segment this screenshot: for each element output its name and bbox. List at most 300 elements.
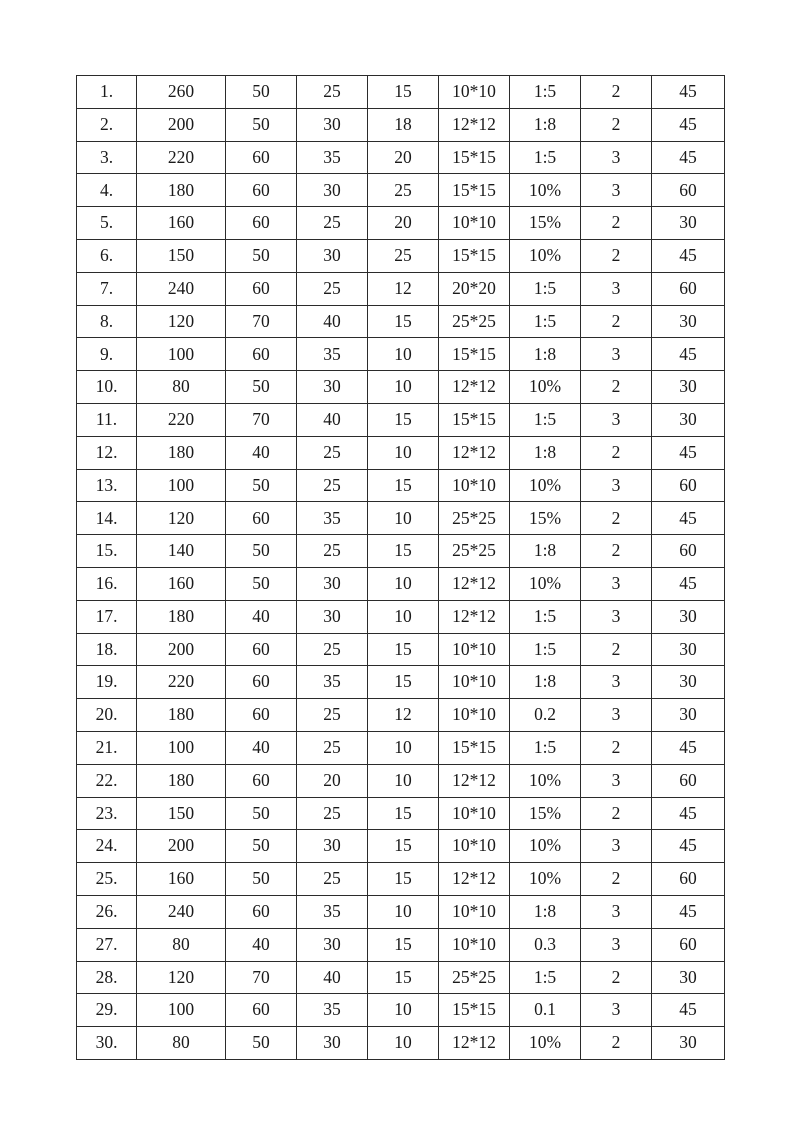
table-cell: 1:5 — [510, 403, 581, 436]
table-cell: 240 — [137, 272, 226, 305]
table-cell: 10*10 — [439, 895, 510, 928]
table-cell: 50 — [226, 567, 297, 600]
row-number-cell: 1. — [77, 76, 137, 109]
table-cell: 45 — [652, 239, 725, 272]
table-cell: 60 — [226, 174, 297, 207]
row-number-cell: 30. — [77, 1027, 137, 1060]
table-cell: 10% — [510, 469, 581, 502]
table-cell: 60 — [226, 502, 297, 535]
table-cell: 10% — [510, 830, 581, 863]
table-cell: 2 — [581, 797, 652, 830]
table-cell: 35 — [297, 994, 368, 1027]
table-cell: 12*12 — [439, 600, 510, 633]
table-cell: 40 — [226, 731, 297, 764]
row-number-cell: 8. — [77, 305, 137, 338]
row-number-cell: 6. — [77, 239, 137, 272]
table-cell: 45 — [652, 76, 725, 109]
table-cell: 15 — [368, 535, 439, 568]
row-number-cell: 14. — [77, 502, 137, 535]
table-cell: 200 — [137, 830, 226, 863]
table-cell: 10*10 — [439, 666, 510, 699]
table-cell: 3 — [581, 895, 652, 928]
table-cell: 12*12 — [439, 863, 510, 896]
table-cell: 25 — [297, 207, 368, 240]
table-cell: 10% — [510, 863, 581, 896]
table-cell: 3 — [581, 403, 652, 436]
table-cell: 35 — [297, 338, 368, 371]
table-cell: 2 — [581, 1027, 652, 1060]
table-cell: 60 — [226, 666, 297, 699]
table-row — [77, 469, 725, 502]
table-cell: 25 — [297, 535, 368, 568]
table-row — [77, 207, 725, 240]
table-row — [77, 272, 725, 305]
row-number-cell: 27. — [77, 928, 137, 961]
row-number-cell: 16. — [77, 567, 137, 600]
table-cell: 2 — [581, 371, 652, 404]
table-cell: 60 — [226, 895, 297, 928]
table-cell: 45 — [652, 994, 725, 1027]
table-cell: 1:5 — [510, 76, 581, 109]
table-cell: 35 — [297, 502, 368, 535]
table-cell: 10*10 — [439, 207, 510, 240]
table-row — [77, 1027, 725, 1060]
table-cell: 30 — [652, 666, 725, 699]
table-cell: 60 — [226, 764, 297, 797]
table-cell: 3 — [581, 600, 652, 633]
table-cell: 10*10 — [439, 797, 510, 830]
table-cell: 3 — [581, 272, 652, 305]
table-row — [77, 108, 725, 141]
row-number-cell: 19. — [77, 666, 137, 699]
table-cell: 45 — [652, 895, 725, 928]
table-cell: 15*15 — [439, 338, 510, 371]
table-cell: 3 — [581, 830, 652, 863]
table-cell: 15 — [368, 633, 439, 666]
table-cell: 1:5 — [510, 141, 581, 174]
table-cell: 60 — [652, 928, 725, 961]
table-cell: 180 — [137, 600, 226, 633]
table-cell: 45 — [652, 338, 725, 371]
table-cell: 12*12 — [439, 371, 510, 404]
row-number-cell: 9. — [77, 338, 137, 371]
table-cell: 150 — [137, 797, 226, 830]
table-cell: 10*10 — [439, 830, 510, 863]
table-cell: 1:5 — [510, 731, 581, 764]
table-cell: 12 — [368, 699, 439, 732]
table-cell: 60 — [226, 141, 297, 174]
table-cell: 3 — [581, 567, 652, 600]
table-row — [77, 174, 725, 207]
table-cell: 3 — [581, 338, 652, 371]
table-cell: 70 — [226, 305, 297, 338]
table-cell: 10*10 — [439, 928, 510, 961]
table-cell: 25*25 — [439, 502, 510, 535]
table-cell: 10 — [368, 600, 439, 633]
table-cell: 25 — [297, 863, 368, 896]
table-cell: 45 — [652, 502, 725, 535]
table-cell: 2 — [581, 207, 652, 240]
table-cell: 2 — [581, 436, 652, 469]
table-cell: 50 — [226, 76, 297, 109]
table-cell: 15 — [368, 797, 439, 830]
table-cell: 60 — [226, 994, 297, 1027]
table-cell: 10*10 — [439, 633, 510, 666]
table-cell: 40 — [297, 961, 368, 994]
table-cell: 2 — [581, 108, 652, 141]
table-cell: 1:5 — [510, 272, 581, 305]
table-row — [77, 699, 725, 732]
table-cell: 3 — [581, 174, 652, 207]
table-cell: 30 — [652, 633, 725, 666]
table-cell: 2 — [581, 863, 652, 896]
table-cell: 30 — [297, 567, 368, 600]
table-cell: 12*12 — [439, 567, 510, 600]
row-number-cell: 24. — [77, 830, 137, 863]
table-cell: 10% — [510, 567, 581, 600]
table-cell: 25*25 — [439, 305, 510, 338]
table-cell: 200 — [137, 108, 226, 141]
row-number-cell: 25. — [77, 863, 137, 896]
table-cell: 10*10 — [439, 699, 510, 732]
table-cell: 180 — [137, 699, 226, 732]
table-cell: 25 — [297, 633, 368, 666]
table-cell: 1:8 — [510, 535, 581, 568]
row-number-cell: 5. — [77, 207, 137, 240]
table-cell: 220 — [137, 666, 226, 699]
table-cell: 60 — [652, 764, 725, 797]
row-number-cell: 11. — [77, 403, 137, 436]
table-cell: 3 — [581, 994, 652, 1027]
table-cell: 30 — [652, 403, 725, 436]
table-cell: 30 — [652, 600, 725, 633]
table-row — [77, 305, 725, 338]
table-cell: 160 — [137, 863, 226, 896]
table-cell: 10 — [368, 436, 439, 469]
table-cell: 220 — [137, 141, 226, 174]
table-cell: 30 — [297, 1027, 368, 1060]
table-cell: 25 — [297, 272, 368, 305]
table-cell: 30 — [652, 699, 725, 732]
table-cell: 220 — [137, 403, 226, 436]
table-cell: 10% — [510, 239, 581, 272]
table-cell: 100 — [137, 469, 226, 502]
table-cell: 120 — [137, 961, 226, 994]
table-cell: 15% — [510, 207, 581, 240]
table-cell: 50 — [226, 863, 297, 896]
table-cell: 10% — [510, 764, 581, 797]
table-cell: 0.3 — [510, 928, 581, 961]
table-cell: 25 — [297, 76, 368, 109]
table-cell: 20 — [297, 764, 368, 797]
row-number-cell: 21. — [77, 731, 137, 764]
table-cell: 10 — [368, 371, 439, 404]
table-cell: 45 — [652, 436, 725, 469]
row-number-cell: 4. — [77, 174, 137, 207]
table-row — [77, 141, 725, 174]
row-number-cell: 18. — [77, 633, 137, 666]
table-cell: 45 — [652, 567, 725, 600]
row-number-cell: 13. — [77, 469, 137, 502]
table-cell: 1:8 — [510, 108, 581, 141]
table-cell: 25 — [368, 239, 439, 272]
row-number-cell: 23. — [77, 797, 137, 830]
table-cell: 10 — [368, 994, 439, 1027]
table-cell: 2 — [581, 961, 652, 994]
table-cell: 30 — [652, 1027, 725, 1060]
table-cell: 30 — [297, 108, 368, 141]
table-cell: 180 — [137, 174, 226, 207]
table-cell: 25*25 — [439, 961, 510, 994]
table-cell: 10 — [368, 567, 439, 600]
table-cell: 10% — [510, 1027, 581, 1060]
table-cell: 10 — [368, 338, 439, 371]
table-row — [77, 928, 725, 961]
table-cell: 60 — [652, 863, 725, 896]
table-cell: 50 — [226, 535, 297, 568]
table-cell: 60 — [226, 633, 297, 666]
table-cell: 60 — [226, 272, 297, 305]
table-cell: 18 — [368, 108, 439, 141]
table-cell: 12 — [368, 272, 439, 305]
table-cell: 30 — [297, 371, 368, 404]
table-cell: 60 — [226, 338, 297, 371]
table-cell: 70 — [226, 403, 297, 436]
table-cell: 60 — [652, 469, 725, 502]
table-cell: 15 — [368, 830, 439, 863]
table-cell: 2 — [581, 76, 652, 109]
table-cell: 50 — [226, 239, 297, 272]
table-cell: 10*10 — [439, 469, 510, 502]
row-number-cell: 22. — [77, 764, 137, 797]
row-number-cell: 20. — [77, 699, 137, 732]
table-cell: 30 — [297, 600, 368, 633]
table-cell: 15 — [368, 403, 439, 436]
table-cell: 180 — [137, 436, 226, 469]
table-cell: 15*15 — [439, 239, 510, 272]
row-number-cell: 2. — [77, 108, 137, 141]
table-cell: 25 — [297, 731, 368, 764]
table-cell: 120 — [137, 502, 226, 535]
table-cell: 40 — [226, 928, 297, 961]
table-cell: 0.2 — [510, 699, 581, 732]
table-cell: 10% — [510, 371, 581, 404]
table-cell: 1:8 — [510, 895, 581, 928]
table-cell: 1:8 — [510, 436, 581, 469]
table-cell: 80 — [137, 928, 226, 961]
row-number-cell: 29. — [77, 994, 137, 1027]
table-cell: 12*12 — [439, 436, 510, 469]
table-row — [77, 535, 725, 568]
table-cell: 180 — [137, 764, 226, 797]
table-cell: 30 — [297, 928, 368, 961]
table-cell: 10 — [368, 502, 439, 535]
table-body — [77, 76, 725, 1060]
table-cell: 30 — [297, 174, 368, 207]
table-cell: 160 — [137, 207, 226, 240]
table-cell: 15% — [510, 797, 581, 830]
table-cell: 20 — [368, 141, 439, 174]
table-cell: 50 — [226, 108, 297, 141]
table-cell: 45 — [652, 731, 725, 764]
table-cell: 260 — [137, 76, 226, 109]
table-cell: 30 — [652, 961, 725, 994]
table-row — [77, 567, 725, 600]
table-cell: 15 — [368, 469, 439, 502]
table-cell: 15 — [368, 928, 439, 961]
table-cell: 15*15 — [439, 141, 510, 174]
table-cell: 50 — [226, 1027, 297, 1060]
table-cell: 3 — [581, 764, 652, 797]
table-row — [77, 338, 725, 371]
table-cell: 12*12 — [439, 764, 510, 797]
table-cell: 3 — [581, 469, 652, 502]
table-cell: 3 — [581, 141, 652, 174]
row-number-cell: 7. — [77, 272, 137, 305]
table-cell: 15 — [368, 76, 439, 109]
table-cell: 100 — [137, 994, 226, 1027]
table-row — [77, 436, 725, 469]
table-cell: 50 — [226, 797, 297, 830]
table-cell: 1:5 — [510, 633, 581, 666]
table-cell: 10 — [368, 764, 439, 797]
table-cell: 2 — [581, 502, 652, 535]
table-cell: 50 — [226, 469, 297, 502]
table-row — [77, 371, 725, 404]
table-cell: 80 — [137, 1027, 226, 1060]
table-cell: 2 — [581, 305, 652, 338]
row-number-cell: 10. — [77, 371, 137, 404]
table-row — [77, 961, 725, 994]
table-cell: 45 — [652, 141, 725, 174]
data-table — [76, 75, 725, 1060]
table-cell: 25 — [368, 174, 439, 207]
table-cell: 60 — [652, 174, 725, 207]
table-cell: 50 — [226, 830, 297, 863]
table-cell: 1:5 — [510, 961, 581, 994]
table-cell: 150 — [137, 239, 226, 272]
table-cell: 25 — [297, 797, 368, 830]
table-cell: 20 — [368, 207, 439, 240]
table-cell: 120 — [137, 305, 226, 338]
table-cell: 45 — [652, 108, 725, 141]
row-number-cell: 28. — [77, 961, 137, 994]
table-cell: 25*25 — [439, 535, 510, 568]
table-cell: 80 — [137, 371, 226, 404]
table-cell: 3 — [581, 928, 652, 961]
table-row — [77, 731, 725, 764]
table-row — [77, 994, 725, 1027]
table-cell: 1:5 — [510, 305, 581, 338]
table-cell: 1:8 — [510, 338, 581, 371]
table-cell: 2 — [581, 535, 652, 568]
table-cell: 10 — [368, 1027, 439, 1060]
table-cell: 60 — [226, 207, 297, 240]
table-cell: 50 — [226, 371, 297, 404]
table-cell: 10 — [368, 895, 439, 928]
table-row — [77, 600, 725, 633]
table-cell: 3 — [581, 699, 652, 732]
table-cell: 15*15 — [439, 994, 510, 1027]
table-cell: 40 — [297, 305, 368, 338]
table-row — [77, 764, 725, 797]
row-number-cell: 3. — [77, 141, 137, 174]
table-cell: 0.1 — [510, 994, 581, 1027]
table-cell: 15*15 — [439, 403, 510, 436]
table-cell: 40 — [226, 600, 297, 633]
table-cell: 100 — [137, 338, 226, 371]
table-cell: 60 — [226, 699, 297, 732]
table-cell: 30 — [652, 305, 725, 338]
table-cell: 15 — [368, 863, 439, 896]
table-cell: 70 — [226, 961, 297, 994]
table-cell: 25 — [297, 436, 368, 469]
table-row — [77, 863, 725, 896]
table-cell: 15*15 — [439, 731, 510, 764]
table-cell: 140 — [137, 535, 226, 568]
table-row — [77, 797, 725, 830]
table-cell: 60 — [652, 535, 725, 568]
table-cell: 10 — [368, 731, 439, 764]
table-cell: 45 — [652, 797, 725, 830]
table-cell: 12*12 — [439, 1027, 510, 1060]
table-cell: 25 — [297, 469, 368, 502]
table-cell: 3 — [581, 666, 652, 699]
table-cell: 40 — [226, 436, 297, 469]
table-row — [77, 403, 725, 436]
table-cell: 1:8 — [510, 666, 581, 699]
table-cell: 35 — [297, 895, 368, 928]
table-cell: 30 — [297, 830, 368, 863]
row-number-cell: 15. — [77, 535, 137, 568]
table-cell: 10*10 — [439, 76, 510, 109]
table-row — [77, 895, 725, 928]
table-cell: 15 — [368, 666, 439, 699]
row-number-cell: 12. — [77, 436, 137, 469]
table-cell: 200 — [137, 633, 226, 666]
row-number-cell: 17. — [77, 600, 137, 633]
table-cell: 30 — [297, 239, 368, 272]
table-cell: 2 — [581, 239, 652, 272]
table-cell: 160 — [137, 567, 226, 600]
table-row — [77, 239, 725, 272]
row-number-cell: 26. — [77, 895, 137, 928]
table-cell: 35 — [297, 141, 368, 174]
table-cell: 100 — [137, 731, 226, 764]
table-row — [77, 76, 725, 109]
table-cell: 30 — [652, 207, 725, 240]
table-cell: 15 — [368, 305, 439, 338]
table-cell: 30 — [652, 371, 725, 404]
table-cell: 10% — [510, 174, 581, 207]
table-cell: 45 — [652, 830, 725, 863]
table-row — [77, 830, 725, 863]
table-cell: 1:5 — [510, 600, 581, 633]
table-cell: 40 — [297, 403, 368, 436]
table-cell: 15*15 — [439, 174, 510, 207]
table-cell: 15 — [368, 961, 439, 994]
table-cell: 12*12 — [439, 108, 510, 141]
table-row — [77, 633, 725, 666]
table-cell: 60 — [652, 272, 725, 305]
table-cell: 35 — [297, 666, 368, 699]
table-cell: 25 — [297, 699, 368, 732]
table-cell: 2 — [581, 731, 652, 764]
table-cell: 15% — [510, 502, 581, 535]
table-row — [77, 666, 725, 699]
table-row — [77, 502, 725, 535]
table-cell: 240 — [137, 895, 226, 928]
